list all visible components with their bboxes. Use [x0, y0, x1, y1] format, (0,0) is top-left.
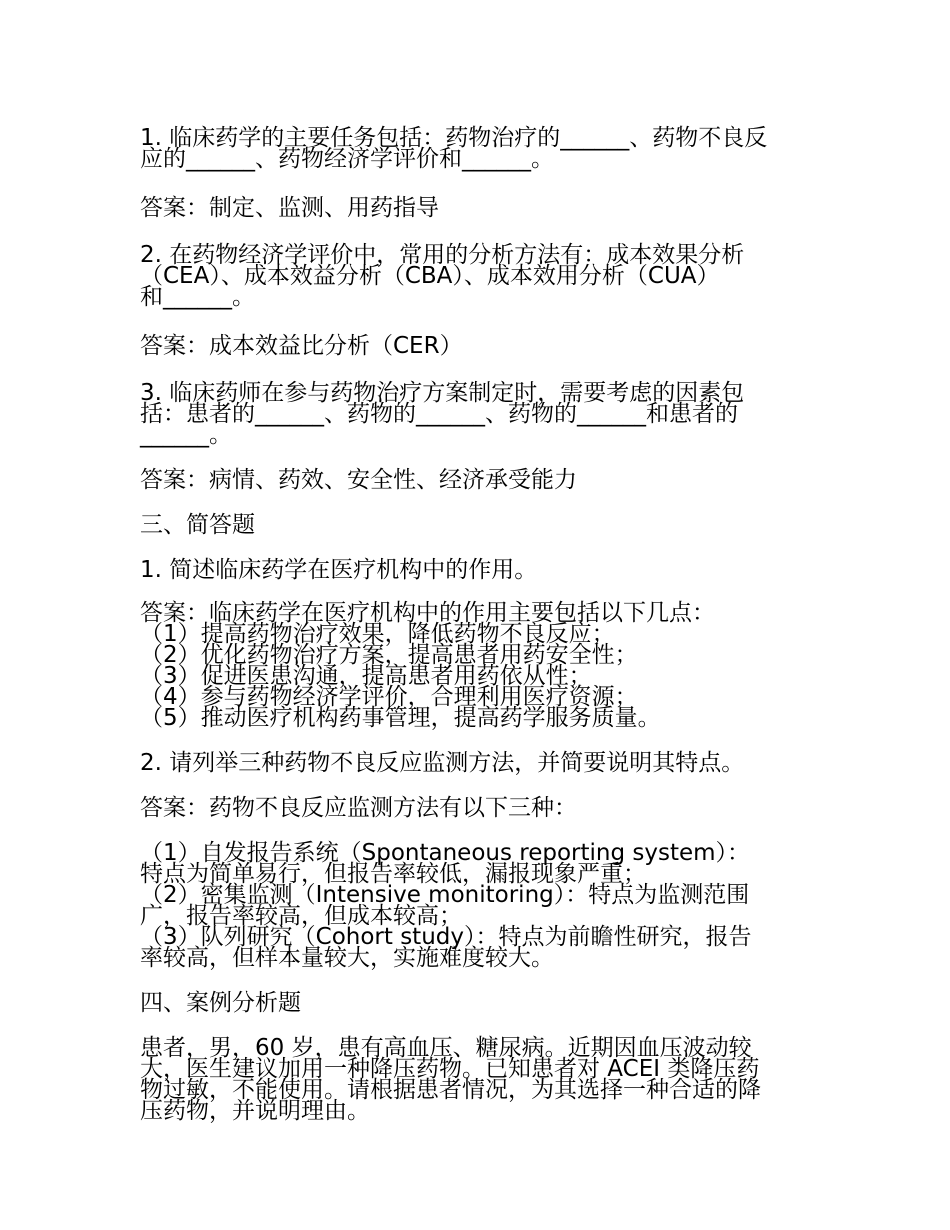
section-heading: 四、案例分析题	[140, 990, 301, 1016]
fill-in-question-2	[140, 242, 812, 310]
section-heading: 三、简答题	[140, 512, 255, 538]
section-heading-short-answer	[140, 512, 812, 538]
document-page	[140, 125, 812, 1146]
answer-line: （5）推动医疗机构药事管理，提高药学服务质量。	[140, 705, 661, 731]
question-line: 2. 请列举三种药物不良反应监测方法，并简要说明其特点。	[140, 750, 745, 776]
answer-line: 答案：临床药学在医疗机构中的作用主要包括以下几点：	[140, 600, 715, 626]
answer-line: 答案：成本效益比分析（CER）	[140, 333, 463, 359]
question-line: 括：患者的______、药物的______、药物的______和患者的	[140, 401, 738, 427]
question-line: 2. 在药物经济学评价中，常用的分析方法有：成本效果分析	[140, 242, 745, 268]
question-line: 和______。	[140, 284, 255, 310]
question-line: ______。	[140, 422, 232, 448]
answer-line: （3）队列研究（Cohort study）：特点为前瞻性研究，报告	[140, 924, 752, 950]
answer-line: （1）提高药物治疗效果，降低药物不良反应；	[140, 621, 615, 647]
answer-line: 率较高，但样本量较大，实施难度较大。	[140, 945, 554, 971]
question-line: 应的______、药物经济学评价和______。	[140, 146, 554, 172]
question-line: 1. 简述临床药学在医疗机构中的作用。	[140, 557, 538, 583]
question-line: 压药物，并说明理由。	[140, 1098, 370, 1124]
fill-in-answer-2	[140, 333, 812, 359]
answer-line: （4）参与药物经济学评价，合理利用医疗资源；	[140, 684, 638, 710]
answer-line: （1）自发报告系统（Spontaneous reporting system）：	[140, 840, 751, 866]
question-line: （CEA）、成本效益分析（CBA）、成本效用分析（CUA）	[140, 263, 720, 289]
answer-line: （2）优化药物治疗方案，提高患者用药安全性；	[140, 642, 638, 668]
fill-in-answer-3	[140, 467, 812, 493]
answer-line: （3）促进医患沟通，提高患者用药依从性；	[140, 663, 592, 689]
short-answer-question-2	[140, 750, 812, 776]
section-heading-case-analysis	[140, 990, 812, 1016]
short-answer-answer-2-intro	[140, 795, 812, 821]
answer-line: 答案：制定、监测、用药指导	[140, 195, 439, 221]
question-line: 1. 临床药学的主要任务包括：药物治疗的______、药物不良反	[140, 125, 768, 151]
short-answer-question-1	[140, 557, 812, 583]
question-line: 3. 临床药师在参与药物治疗方案制定时，需要考虑的因素包	[140, 380, 745, 406]
question-line: 患者，男，60 岁，患有高血压、糖尿病。近期因血压波动较	[140, 1035, 752, 1061]
answer-line: （2）密集监测（Intensive monitoring）：特点为监测范围	[140, 882, 750, 908]
short-answer-answer-1	[140, 600, 812, 731]
fill-in-answer-1	[140, 195, 812, 221]
case-analysis-question	[140, 1035, 812, 1124]
answer-line: 答案：病情、药效、安全性、经济承受能力	[140, 467, 577, 493]
answer-line: 广，报告率较高，但成本较高；	[140, 903, 462, 929]
question-line: 大，医生建议加用一种降压药物。已知患者对 ACEI 类降压药	[140, 1056, 760, 1082]
fill-in-question-1	[140, 125, 812, 172]
short-answer-answer-2	[140, 840, 812, 971]
answer-line: 答案：药物不良反应监测方法有以下三种：	[140, 795, 577, 821]
answer-line: 特点为简单易行，但报告率较低，漏报现象严重；	[140, 861, 646, 887]
question-line: 物过敏，不能使用。请根据患者情况，为其选择一种合适的降	[140, 1077, 761, 1103]
fill-in-question-3	[140, 380, 812, 448]
